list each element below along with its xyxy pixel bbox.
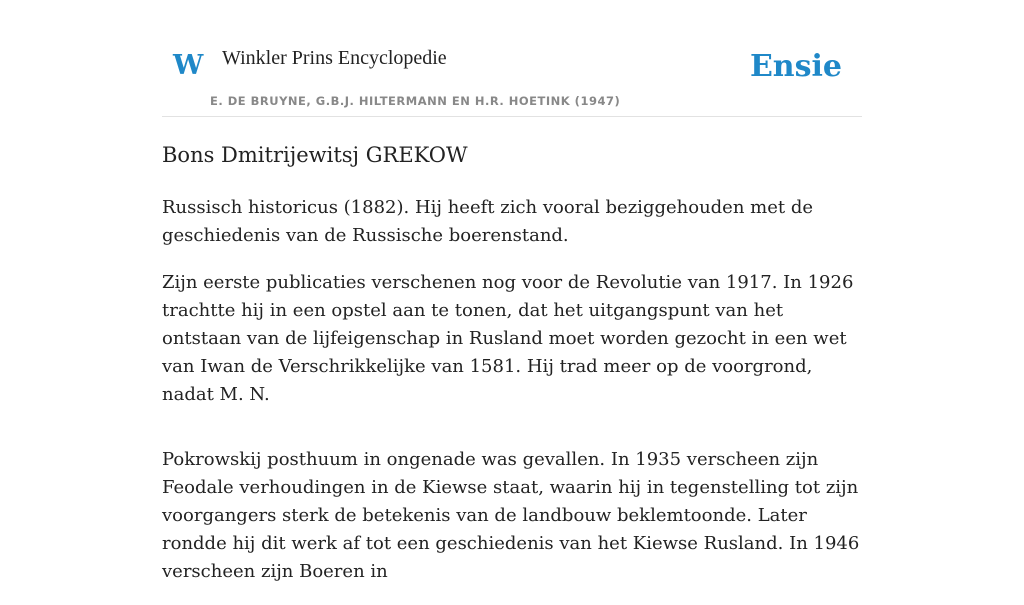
site-title[interactable]: Winkler Prins Encyclopedie — [222, 47, 447, 69]
site-logo[interactable]: W — [173, 50, 204, 81]
brand-logo[interactable]: Ensie — [749, 49, 842, 84]
article-paragraph: Russisch historicus (1882). Hij heeft zich vooral beziggehouden met de geschiedenis van de Russische boerenstand. — [162, 197, 813, 246]
site-header — [162, 0, 862, 117]
authors-line: E. DE BRUYNE, G.B.J. HILTERMANN EN H.R. HOETINK (1947) — [210, 94, 621, 108]
article-title: Bons Dmitrijewitsj GREKOW — [162, 143, 468, 167]
article-paragraph: Pokrowskij posthuum in ongenade was gevallen. In 1935 verscheen zijn Feodale verhoudingen in de Kiewse staat, waarin hij in tegenstelling tot zijn voorgangers sterk de betekenis van de landbouw beklemtoonde. Later rondde hij dit werk af tot een geschiedenis van het Kiewse Rusland. In 1946 verscheen zijn Boeren in — [162, 449, 860, 582]
article-body — [162, 140, 862, 605]
article-paragraph: Zijn eerste publicaties verschenen nog voor de Revolutie van 1917. In 1926 trachtte hij in een opstel aan te tonen, dat het uitgangspunt van het ontstaan van de lijfeigenschap in Rusland moet worden gezocht in een wet van Iwan de Verschrikkelijke van 1581. Hij trad meer op de voorgrond, nadat M. N. — [162, 272, 854, 405]
